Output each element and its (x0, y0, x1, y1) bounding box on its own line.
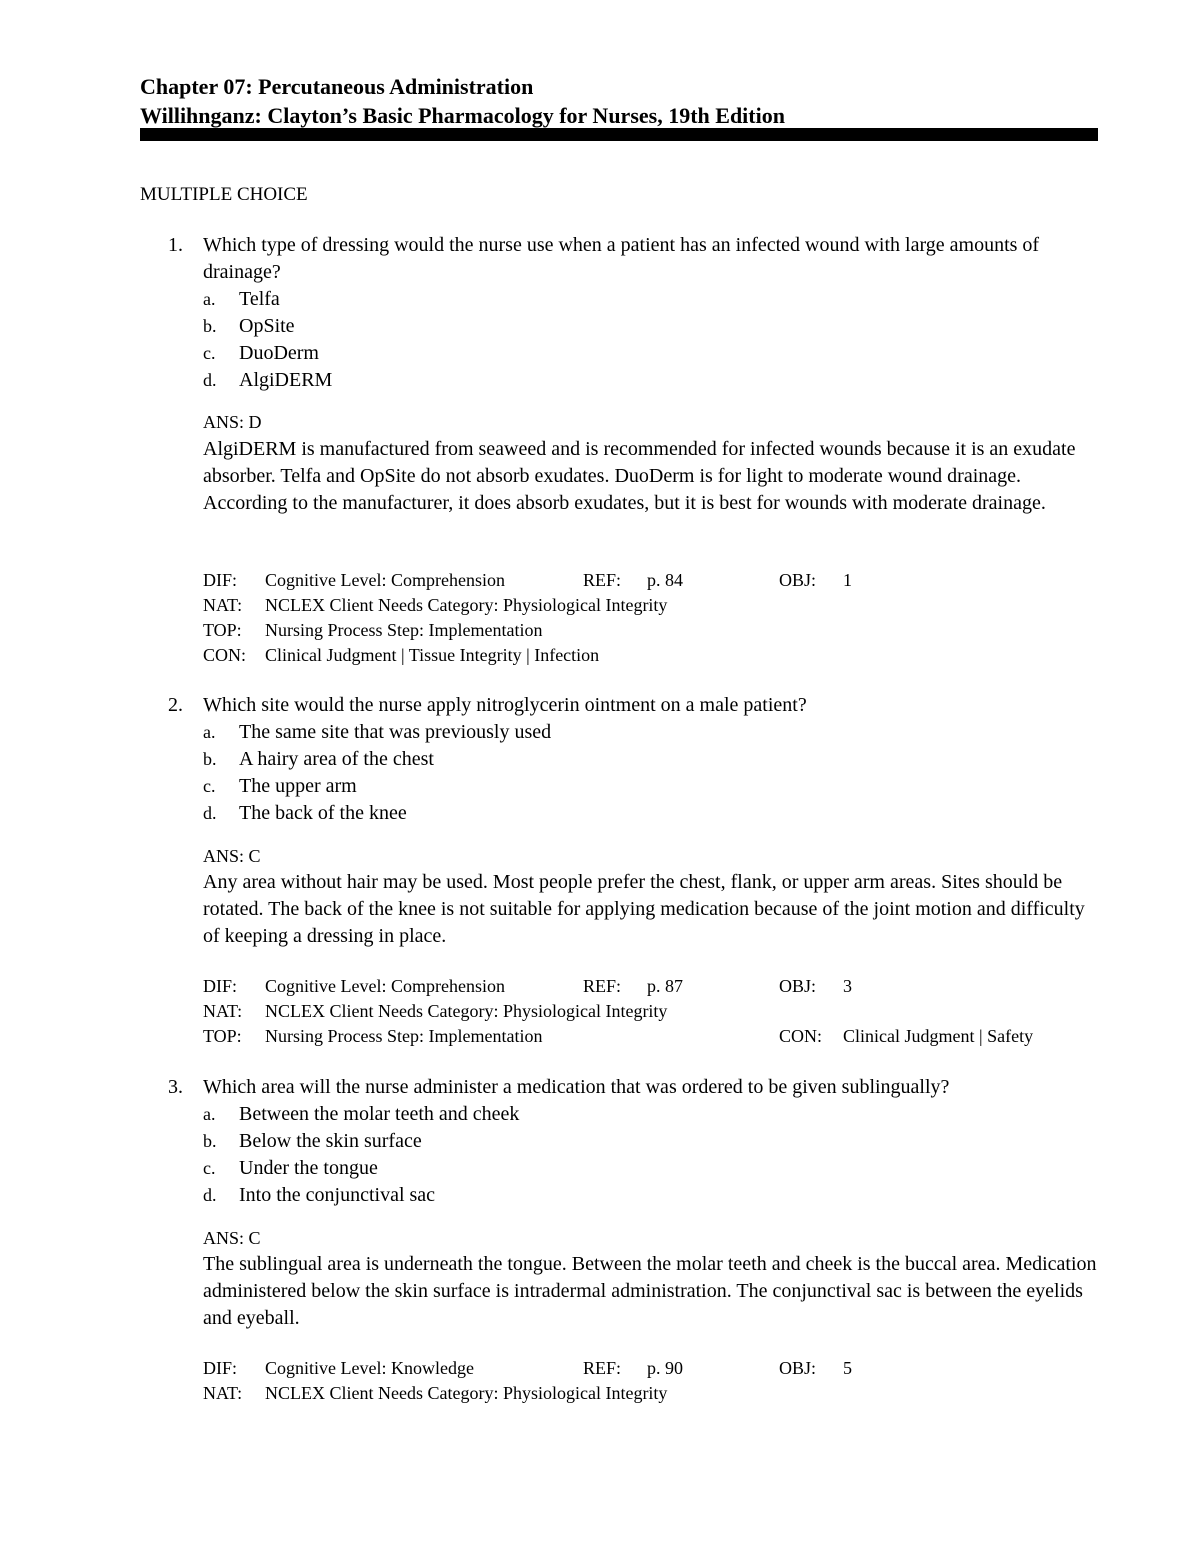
option-text: Telfa (239, 288, 280, 310)
ref-value: p. 84 (647, 570, 683, 590)
option-a (203, 719, 551, 746)
ref-label: REF: (583, 976, 622, 996)
option-letter: a. (203, 722, 216, 742)
question-stem: Which site would the nurse apply nitroglycerin ointment on a male patient? (203, 694, 807, 716)
chapter-title: Chapter 07: Percutaneous Administration (140, 74, 534, 99)
option-c (203, 340, 332, 367)
option-text: The back of the knee (239, 802, 407, 824)
option-list (203, 719, 551, 827)
meta-row-top-con (203, 1024, 1098, 1049)
meta-row-dif (203, 974, 1098, 999)
dif-label: DIF: (203, 976, 238, 996)
option-text: Into the conjunctival sac (239, 1184, 436, 1206)
question-number: 3. (168, 1076, 183, 1098)
meta-row-top (203, 618, 1098, 643)
dif-label: DIF: (203, 1358, 238, 1378)
option-letter: c. (203, 1158, 216, 1178)
option-c (203, 1155, 519, 1182)
obj-label: OBJ: (779, 1358, 817, 1378)
option-text: Between the molar teeth and cheek (239, 1103, 520, 1125)
question-metadata (203, 1356, 1098, 1406)
dif-label: DIF: (203, 570, 238, 590)
meta-row-dif (203, 568, 1098, 593)
option-text: Below the skin surface (239, 1130, 422, 1152)
rationale: AlgiDERM is manufactured from seaweed and is recommended for infected wounds because it is an exudate absorber. Telfa and OpSite do not absorb exudates. DuoDerm is for light to moderate wound drainage. According to the manufacturer, it does absorb exudates, but it is best for wounds with moderate drainage. (203, 438, 1076, 514)
option-text: The upper arm (239, 775, 357, 797)
question-metadata (203, 974, 1098, 1049)
obj-label: OBJ: (779, 570, 817, 590)
question-number: 2. (168, 694, 183, 716)
option-letter: b. (203, 316, 217, 336)
option-a (203, 1101, 519, 1128)
ref-label: REF: (583, 570, 622, 590)
con-value: Clinical Judgment | Tissue Integrity | Infection (265, 645, 600, 665)
nat-value: NCLEX Client Needs Category: Physiological Integrity (265, 1383, 668, 1403)
rationale: The sublingual area is underneath the tongue. Between the molar teeth and cheek is the buccal area. Medication administered below the skin surface is intradermal administration. The conjunctival sac is between the eyelids and eyeball. (203, 1253, 1097, 1329)
option-list (203, 286, 332, 394)
option-text: DuoDerm (239, 342, 319, 364)
ref-value: p. 87 (647, 976, 683, 996)
question-metadata (203, 568, 1098, 668)
header-rule (140, 128, 1098, 141)
option-letter: b. (203, 749, 217, 769)
section-title: MULTIPLE CHOICE (140, 184, 308, 205)
nat-label: NAT: (203, 1383, 243, 1403)
question-stem: Which area will the nurse administer a medication that was ordered to be given sublingually? (203, 1076, 950, 1098)
con-label: CON: (203, 645, 247, 665)
meta-row-con (203, 643, 1098, 668)
option-d (203, 800, 551, 827)
option-c (203, 773, 551, 800)
option-text: OpSite (239, 315, 295, 337)
option-text: AlgiDERM (239, 369, 333, 391)
meta-row-dif (203, 1356, 1098, 1381)
rationale: Any area without hair may be used. Most people prefer the chest, flank, or upper arm areas. Sites should be rotated. The back of the knee is not suitable for applying medication because of the joint motion and difficulty of keeping a dressing in place. (203, 871, 1085, 947)
option-letter: d. (203, 370, 217, 390)
meta-row-nat (203, 999, 1098, 1024)
option-b (203, 1128, 519, 1155)
ref-value: p. 90 (647, 1358, 683, 1378)
meta-row-nat (203, 1381, 1098, 1406)
option-b (203, 313, 332, 340)
option-letter: a. (203, 1104, 216, 1124)
nat-value: NCLEX Client Needs Category: Physiological Integrity (265, 1001, 668, 1021)
book-title: Willihnganz: Clayton’s Basic Pharmacology for Nurses, 19th Edition (140, 103, 785, 128)
answer-key: ANS: D (203, 412, 262, 432)
option-b (203, 746, 551, 773)
option-d (203, 367, 332, 394)
meta-row-nat (203, 593, 1098, 618)
nat-value: NCLEX Client Needs Category: Physiological Integrity (265, 595, 668, 615)
nat-label: NAT: (203, 595, 243, 615)
top-label: TOP: (203, 1026, 242, 1046)
nat-label: NAT: (203, 1001, 243, 1021)
option-letter: d. (203, 1185, 217, 1205)
dif-value: Cognitive Level: Comprehension (265, 976, 505, 996)
option-letter: b. (203, 1131, 217, 1151)
obj-label: OBJ: (779, 976, 817, 996)
question-number: 1. (168, 234, 183, 256)
option-list (203, 1101, 519, 1209)
option-text: The same site that was previously used (239, 721, 552, 743)
dif-value: Cognitive Level: Knowledge (265, 1358, 474, 1378)
obj-value: 3 (843, 976, 852, 996)
question-stem: Which type of dressing would the nurse use when a patient has an infected wound with large amounts of drainage? (203, 234, 1040, 283)
option-letter: a. (203, 289, 216, 309)
top-value: Nursing Process Step: Implementation (265, 620, 543, 640)
obj-value: 5 (843, 1358, 852, 1378)
option-letter: c. (203, 776, 216, 796)
dif-value: Cognitive Level: Comprehension (265, 570, 505, 590)
con-value: Clinical Judgment | Safety (843, 1026, 1034, 1046)
option-text: Under the tongue (239, 1157, 378, 1179)
top-label: TOP: (203, 620, 242, 640)
option-a (203, 286, 332, 313)
ref-label: REF: (583, 1358, 622, 1378)
obj-value: 1 (843, 570, 852, 590)
option-text: A hairy area of the chest (239, 748, 434, 770)
con-label: CON: (779, 1026, 823, 1046)
top-value: Nursing Process Step: Implementation (265, 1026, 543, 1046)
answer-key: ANS: C (203, 1228, 261, 1248)
answer-key: ANS: C (203, 846, 261, 866)
option-d (203, 1182, 519, 1209)
option-letter: c. (203, 343, 216, 363)
option-letter: d. (203, 803, 217, 823)
